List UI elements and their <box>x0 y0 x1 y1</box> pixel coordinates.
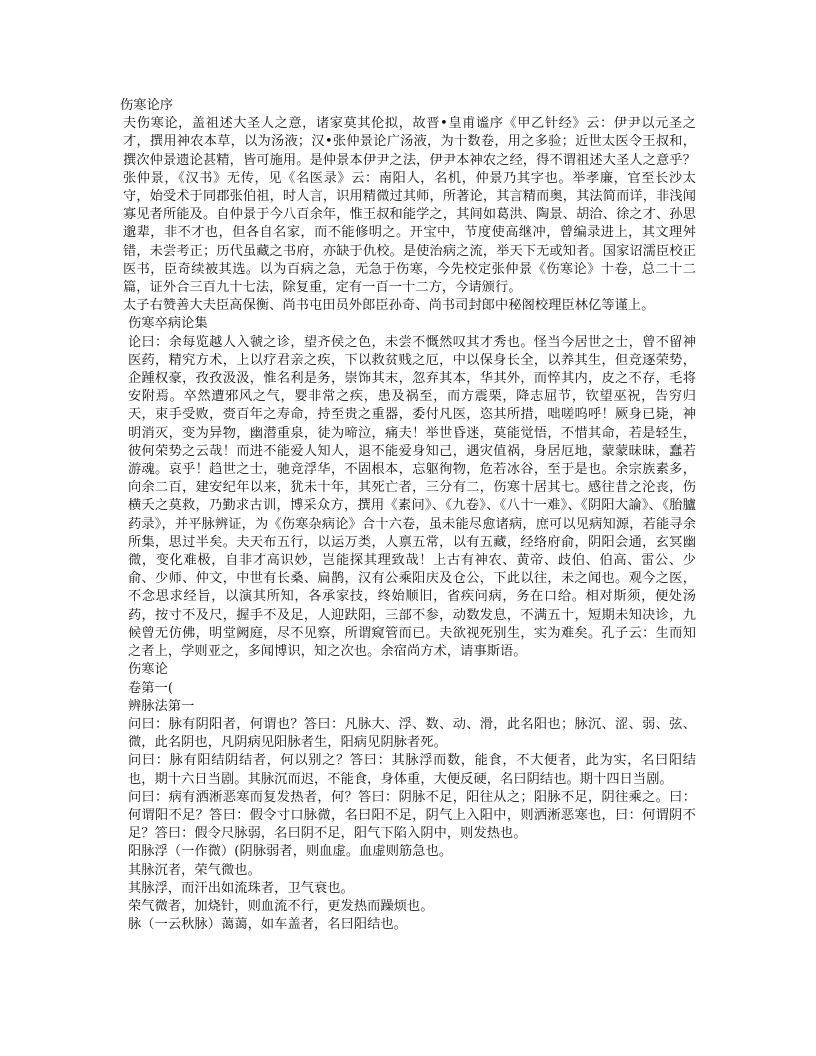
document-title: 伤寒论序 <box>120 98 174 113</box>
paragraph: 阳脉浮（一作微）(阴脉弱者，则血虚。血虚则筋急也。 <box>128 844 453 860</box>
section-heading: 卷第一( <box>128 680 174 696</box>
section-heading: 伤寒卒病论集 <box>128 316 208 332</box>
paragraph: 问曰：脉有阳结阴结者，何以别之？答曰：其脉浮而数，能食，不大便者，此为实，名曰阳结也，期十六日当剧。其脉沉而迟，不能食，身体重，大便反硬，名曰阴结也。期十四日当剧。 <box>128 753 696 787</box>
paragraph: 其脉沉者，荣气微也。 <box>128 862 261 878</box>
paragraph: 脉（一云秋脉）蔼蔼，如车盖者，名曰阳结也。 <box>128 917 408 933</box>
paragraph: 太子右赞善大夫臣高保衡、尚书屯田员外郎臣孙奇、尚书司封郎中秘阁校理臣林亿等谨上。 <box>123 298 655 314</box>
document-page <box>120 97 696 934</box>
paragraph: 其脉浮，而汗出如流珠者，卫气衰也。 <box>128 880 354 896</box>
paragraph: 问曰：脉有阴阳者，何谓也？答曰：凡脉大、浮、数、动、滑，此名阳也；脉沉、涩、弱、弦、微，此名阴也，凡阴病见阳脉者生，阳病见阴脉者死。 <box>128 716 696 751</box>
section-heading: 伤寒论 <box>128 662 168 678</box>
section-heading: 辨脉法第一 <box>128 698 195 714</box>
paragraph: 问曰：病有洒淅恶寒而复发热者，何？答曰：阴脉不足，阳往从之；阳脉不足，阴往乘之。曰：何谓阳不足？答曰：假令寸口脉微，名曰阳不足，阴气上入阳中，则洒淅恶寒也，曰：何谓阴不足？答曰：假令尺脉弱，名曰阴不足，阳气下陷入阴中，则发热也。 <box>128 789 696 842</box>
paragraph: 夫伤寒论，盖祖述大圣人之意，诸家莫其伦拟，故晋•皇甫谧序《甲乙针经》云：伊尹以元圣之才，撰用神农本草，以为汤液；汉•张仲景论广汤液，为十数卷，用之多验；近世太医令王叔和，撰次仲景遗论甚精，皆可施用。是仲景本伊尹之法，伊尹本神农之经，得不谓祖述大圣人之意乎？张仲景，《汉书》无传，见《名医录》云：南阳人，名机，仲景乃其字也。举孝廉，官至长沙太守，始受术于同郡张伯祖，时人言，识用精微过其师，所著论，其言精而奥，其法简而详，非浅闻寡见者所能及。自仲景于今八百余年，惟王叔和能学之，其间如葛洪、陶景、胡洽、徐之才、孙思邈辈，非不才也，但各自名家，而不能修明之。开宝中，节度使高继冲，曾编录进上，其文理舛错，未尝考正；历代虽藏之书府，亦缺于仇校。是使治病之流，举天下无或知者。国家诏濡臣校正医书，臣奇续被其选。以为百病之急，无急于伤寒，今先校定张仲景《伤寒论》十卷，总二十二篇，证外合三百九十七法，除复重，定有一百一十二方，今请颁行。 <box>123 116 696 296</box>
paragraph: 荣气微者，加烧针，则血流不行，更发热而躁烦也。 <box>128 898 434 914</box>
paragraph: 论曰：余每览越人入虢之诊，望齐侯之色，未尝不慨然叹其才秀也。怪当今居世之士，曾不留神医药，精究方术，上以疗君亲之疾，下以救贫贱之厄，中以保身长全，以养其生，但竞逐荣势，企踵权豪，孜孜汲汲，惟名利是务，崇饰其末，忽弃其本，华其外，而悴其内，皮之不存，毛将安附焉。卒然遭邪风之气，婴非常之疾，患及祸至，而方震栗，降志屈节，钦望巫祝，告穷归天，束手受败，赍百年之寿命，持至贵之重器，委付凡医，恣其所措，咄嗟呜呼！厥身已毙，神明消灭，变为异物，幽潜重泉，徒为啼泣，痛夫！举世昏迷，莫能觉悟，不惜其命，若是轻生，彼何荣势之云哉！而进不能爱人知人，退不能爱身知己，遇灾值祸，身居厄地，蒙蒙昧昧，蠢若游魂。哀乎！趋世之士，驰竞浮华，不固根本，忘躯徇物，危若冰谷，至于是也。余宗族素多，向余二百，建安纪年以来，犹未十年，其死亡者，三分有二，伤寒十居其七。感往昔之沦丧，伤横夭之莫救，乃勤求古训，博采众方，撰用《素问》、《九卷》、《八十一难》、《阴阳大論》、《胎臚药录》，并平脉辨证，为《伤寒杂病论》合十六卷，虽未能尽愈诸病，庶可以见病知源，若能寻余所集，思过半矣。夫天布五行，以运万类，人禀五常，以有五藏，经络府俞，阴阳会通，玄冥幽微，变化难极，自非才高识妙，岂能探其理致哉！上古有神农、黄帝、歧伯、伯高、雷公、少俞、少师、仲文，中世有长桑、扁鹊，汉有公乘阳庆及仓公，下此以往，未之闻也。观今之医，不念思求经旨，以演其所知，各承家技，终始顺旧，省疾问病，务在口给。相对斯须，便处汤药，按寸不及尺，握手不及足，人迎趺阳，三部不参，动数发息，不满五十，短期未知决诊，九候曾无仿佛，明堂阙庭，尽不见察，所谓窥管而已。夫欲视死别生，实为难矣。孔子云：生而知之者上，学则亚之，多闻博识，知之次也。余宿尚方术，请事斯语。 <box>128 334 696 660</box>
